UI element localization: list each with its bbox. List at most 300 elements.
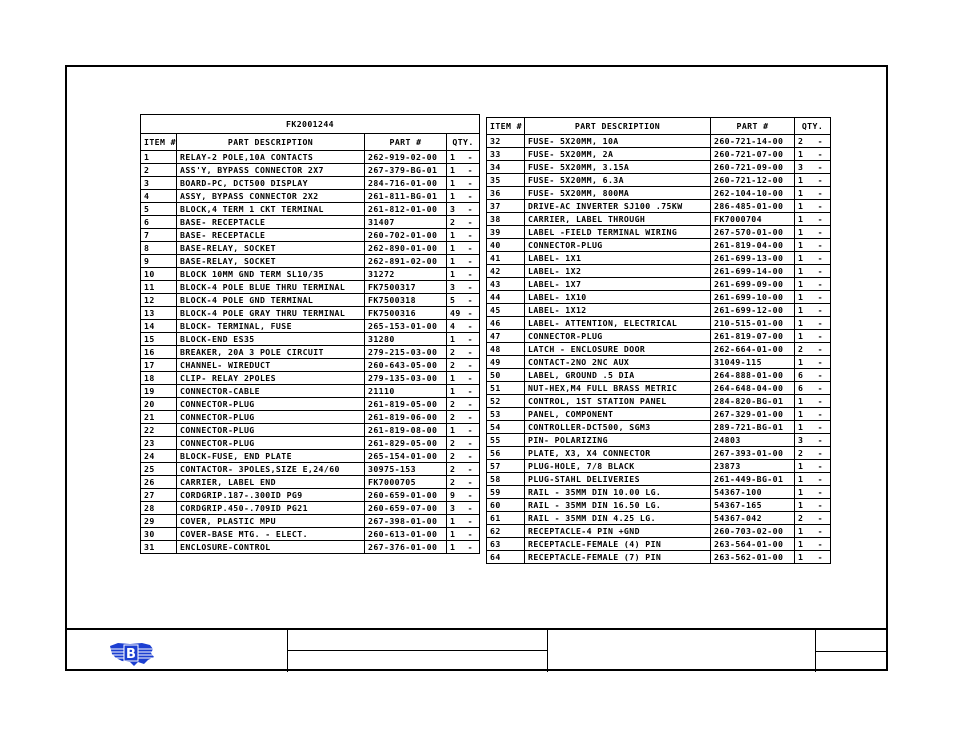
part-number-cell: 261-819-08-00 [365,424,447,437]
part-number-cell: 261-819-07-00 [711,330,795,343]
qty-cell: 1 [795,525,811,538]
header-description: PART DESCRIPTION [525,118,711,135]
qty-cell: 1 [447,424,462,437]
table-row [487,239,831,252]
qty-mark-cell: - [462,164,480,177]
item-cell: 33 [487,148,525,161]
table-row [487,187,831,200]
qty-cell: 1 [795,317,811,330]
part-number-cell: 267-329-01-00 [711,408,795,421]
qty-mark-cell: - [462,398,480,411]
table-row [141,307,480,320]
part-number-cell: 262-890-01-00 [365,242,447,255]
part-number-cell: 262-919-02-00 [365,151,447,164]
description-cell: CONNECTOR-PLUG [177,424,365,437]
qty-mark-cell: - [811,304,831,317]
description-cell: RAIL - 35MM DIN 4.25 LG. [525,512,711,525]
qty-cell: 1 [447,333,462,346]
qty-mark-cell: - [462,463,480,476]
table-row [141,229,480,242]
header-part: PART # [711,118,795,135]
item-cell: 34 [487,161,525,174]
qty-cell: 6 [795,369,811,382]
qty-cell: 49 [447,307,462,320]
description-cell: LABEL- 1X10 [525,291,711,304]
qty-cell: 2 [795,447,811,460]
table-row [487,369,831,382]
title-block [66,628,887,672]
assembly-number: FK2001244 [141,115,480,134]
qty-mark-cell: - [811,252,831,265]
left-table-body [141,151,480,554]
qty-cell: 1 [447,515,462,528]
part-number-cell: 265-153-01-00 [365,320,447,333]
part-number-cell: 30975-153 [365,463,447,476]
qty-mark-cell: - [462,359,480,372]
table-row [487,200,831,213]
table-row [487,304,831,317]
header-description: PART DESCRIPTION [177,134,365,151]
item-cell: 54 [487,421,525,434]
qty-mark-cell: - [462,216,480,229]
description-cell: BLOCK-4 POLE BLUE THRU TERMINAL [177,281,365,294]
title-block-divider [547,630,548,672]
qty-cell: 2 [447,450,462,463]
qty-mark-cell: - [811,382,831,395]
qty-cell: 1 [795,239,811,252]
table-row [141,424,480,437]
table-row [487,252,831,265]
part-number-cell: 261-699-14-00 [711,265,795,278]
item-cell: 10 [141,268,177,281]
qty-cell: 2 [447,411,462,424]
item-cell: 51 [487,382,525,395]
description-cell: PLUG-STAHL DELIVERIES [525,473,711,486]
table-row [487,135,831,148]
description-cell: LABEL, GROUND .5 DIA [525,369,711,382]
item-cell: 36 [487,187,525,200]
table-row [487,460,831,473]
description-cell: FUSE- 5X20MM, 800MA [525,187,711,200]
table-row [487,278,831,291]
table-row [487,408,831,421]
qty-mark-cell: - [811,421,831,434]
item-cell: 48 [487,343,525,356]
qty-mark-cell: - [811,200,831,213]
part-number-cell: 260-659-07-00 [365,502,447,515]
description-cell: PLUG-HOLE, 7/8 BLACK [525,460,711,473]
description-cell: LABEL -FIELD TERMINAL WIRING [525,226,711,239]
part-number-cell: 262-104-10-00 [711,187,795,200]
description-cell: CONTROL, 1ST STATION PANEL [525,395,711,408]
description-cell: ASSY, BYPASS CONNECTOR 2X2 [177,190,365,203]
qty-cell: 3 [795,434,811,447]
qty-cell: 1 [795,174,811,187]
part-number-cell: 31407 [365,216,447,229]
part-number-cell: 262-891-02-00 [365,255,447,268]
item-cell: 1 [141,151,177,164]
table-row [487,525,831,538]
description-cell: CLIP- RELAY 2POLES [177,372,365,385]
table-row [141,398,480,411]
header-item: ITEM # [487,118,525,135]
qty-mark-cell: - [811,395,831,408]
description-cell: BLOCK 10MM GND TERM SL10/35 [177,268,365,281]
description-cell: ENCLOSURE-CONTROL [177,541,365,554]
qty-mark-cell: - [811,369,831,382]
qty-cell: 2 [447,359,462,372]
qty-mark-cell: - [462,255,480,268]
item-cell: 26 [141,476,177,489]
item-cell: 41 [487,252,525,265]
qty-cell: 1 [447,268,462,281]
table-row [487,330,831,343]
item-cell: 7 [141,229,177,242]
part-number-cell: 54367-042 [711,512,795,525]
qty-mark-cell: - [462,177,480,190]
table-row [487,486,831,499]
part-number-cell: 261-699-13-00 [711,252,795,265]
description-cell: LATCH - ENCLOSURE DOOR [525,343,711,356]
qty-mark-cell: - [811,174,831,187]
table-row [141,164,480,177]
qty-cell: 1 [795,252,811,265]
item-cell: 52 [487,395,525,408]
part-number-cell: 260-659-01-00 [365,489,447,502]
part-number-cell: 279-215-03-00 [365,346,447,359]
table-row [487,226,831,239]
qty-cell: 1 [795,473,811,486]
qty-cell: 1 [795,486,811,499]
qty-cell: 1 [447,164,462,177]
item-cell: 14 [141,320,177,333]
part-number-cell: 267-393-01-00 [711,447,795,460]
description-cell: CONNECTOR-PLUG [177,437,365,450]
qty-mark-cell: - [462,242,480,255]
item-cell: 18 [141,372,177,385]
qty-mark-cell: - [462,268,480,281]
part-number-cell: 261-699-09-00 [711,278,795,291]
item-cell: 32 [487,135,525,148]
table-row [141,346,480,359]
qty-mark-cell: - [811,473,831,486]
description-cell: LABEL- 1X1 [525,252,711,265]
item-cell: 13 [141,307,177,320]
company-logo-icon [108,640,156,668]
qty-cell: 1 [447,255,462,268]
item-cell: 22 [141,424,177,437]
part-number-cell: 261-819-06-00 [365,411,447,424]
part-number-cell: 267-379-BG-01 [365,164,447,177]
item-cell: 49 [487,356,525,369]
qty-cell: 1 [795,421,811,434]
part-number-cell: 260-703-02-00 [711,525,795,538]
description-cell: BASE- RECEPTACLE [177,229,365,242]
table-row [141,515,480,528]
qty-mark-cell: - [811,460,831,473]
item-cell: 43 [487,278,525,291]
item-cell: 15 [141,333,177,346]
description-cell: FUSE- 5X20MM, 2A [525,148,711,161]
item-cell: 57 [487,460,525,473]
qty-mark-cell: - [811,187,831,200]
item-cell: 40 [487,239,525,252]
header-part: PART # [365,134,447,151]
table-row [487,213,831,226]
item-cell: 17 [141,359,177,372]
qty-mark-cell: - [811,356,831,369]
qty-cell: 1 [795,148,811,161]
description-cell: CONNECTOR-CABLE [177,385,365,398]
qty-cell: 1 [795,499,811,512]
qty-mark-cell: - [462,385,480,398]
qty-cell: 1 [795,460,811,473]
qty-cell: 1 [795,265,811,278]
item-cell: 12 [141,294,177,307]
part-number-cell: 265-154-01-00 [365,450,447,463]
item-cell: 28 [141,502,177,515]
title-block-divider [287,630,288,672]
table-row [141,437,480,450]
description-cell: PIN- POLARIZING [525,434,711,447]
table-row [487,395,831,408]
description-cell: CORDGRIP.450-.709ID PG21 [177,502,365,515]
item-cell: 9 [141,255,177,268]
table-row [141,463,480,476]
table-row [487,421,831,434]
qty-mark-cell: - [462,437,480,450]
item-cell: 21 [141,411,177,424]
item-cell: 64 [487,551,525,564]
part-number-cell: FK7500316 [365,307,447,320]
qty-cell: 2 [447,476,462,489]
description-cell: CARRIER, LABEL THROUGH [525,213,711,226]
qty-mark-cell: - [811,148,831,161]
qty-cell: 3 [447,281,462,294]
part-number-cell: 263-564-01-00 [711,538,795,551]
logo-letter: B [126,647,136,662]
table-row [487,174,831,187]
qty-mark-cell: - [811,278,831,291]
qty-cell: 1 [795,356,811,369]
qty-cell: 1 [447,242,462,255]
item-cell: 53 [487,408,525,421]
qty-cell: 1 [447,528,462,541]
table-row [141,190,480,203]
description-cell: CORDGRIP.187-.300ID PG9 [177,489,365,502]
description-cell: CONNECTOR-PLUG [177,398,365,411]
item-cell: 61 [487,512,525,525]
qty-mark-cell: - [811,343,831,356]
qty-mark-cell: - [462,320,480,333]
header-qty: QTY. [795,118,831,135]
description-cell: CONTACTOR- 3POLES,SIZE E,24/60 [177,463,365,476]
qty-mark-cell: - [811,317,831,330]
item-cell: 50 [487,369,525,382]
table-row [487,343,831,356]
table-row [141,372,480,385]
table-row [487,161,831,174]
qty-mark-cell: - [811,239,831,252]
part-number-cell: 286-485-01-00 [711,200,795,213]
qty-cell: 9 [447,489,462,502]
qty-mark-cell: - [462,502,480,515]
parts-table-left [140,114,480,554]
item-cell: 4 [141,190,177,203]
qty-mark-cell: - [811,447,831,460]
header-item: ITEM # [141,134,177,151]
qty-cell: 1 [795,213,811,226]
qty-mark-cell: - [462,424,480,437]
item-cell: 59 [487,486,525,499]
part-number-cell: 267-570-01-00 [711,226,795,239]
description-cell: BOARD-PC, DCT500 DISPLAY [177,177,365,190]
right-table-body [487,135,831,564]
description-cell: RELAY-2 POLE,10A CONTACTS [177,151,365,164]
qty-mark-cell: - [462,333,480,346]
part-number-cell: 262-664-01-00 [711,343,795,356]
part-number-cell: 210-515-01-00 [711,317,795,330]
item-cell: 44 [487,291,525,304]
qty-mark-cell: - [462,476,480,489]
item-cell: 46 [487,317,525,330]
description-cell: BLOCK- TERMINAL, FUSE [177,320,365,333]
qty-mark-cell: - [462,528,480,541]
item-cell: 24 [141,450,177,463]
qty-cell: 6 [795,382,811,395]
item-cell: 27 [141,489,177,502]
table-row [141,528,480,541]
description-cell: BLOCK,4 TERM 1 CKT TERMINAL [177,203,365,216]
table-row [141,476,480,489]
qty-mark-cell: - [811,512,831,525]
qty-mark-cell: - [462,372,480,385]
table-row [141,268,480,281]
description-cell: BASE-RELAY, SOCKET [177,255,365,268]
qty-mark-cell: - [811,499,831,512]
part-number-cell: 260-643-05-00 [365,359,447,372]
description-cell: FUSE- 5X20MM, 10A [525,135,711,148]
qty-cell: 3 [447,203,462,216]
description-cell: CONNECTOR-PLUG [177,411,365,424]
part-number-cell: 31049-115 [711,356,795,369]
table-row [141,333,480,346]
qty-mark-cell: - [462,346,480,359]
table-row [487,148,831,161]
description-cell: LABEL- 1X7 [525,278,711,291]
qty-cell: 1 [795,304,811,317]
title-block-rule [288,650,547,651]
description-cell: CHANNEL- WIREDUCT [177,359,365,372]
qty-cell: 1 [795,408,811,421]
table-row [487,382,831,395]
qty-mark-cell: - [811,213,831,226]
qty-cell: 3 [447,502,462,515]
item-cell: 5 [141,203,177,216]
table-row [141,203,480,216]
qty-mark-cell: - [811,135,831,148]
qty-cell: 1 [447,151,462,164]
table-row [487,317,831,330]
qty-mark-cell: - [811,486,831,499]
table-row [487,265,831,278]
item-cell: 16 [141,346,177,359]
description-cell: RECEPTACLE-FEMALE (7) PIN [525,551,711,564]
part-number-cell: 260-721-07-00 [711,148,795,161]
part-number-cell: 261-829-05-00 [365,437,447,450]
description-cell: LABEL- 1X2 [525,265,711,278]
table-row [141,489,480,502]
item-cell: 42 [487,265,525,278]
part-number-cell: 261-819-04-00 [711,239,795,252]
part-number-cell: 261-449-BG-01 [711,473,795,486]
qty-mark-cell: - [811,330,831,343]
qty-cell: 1 [795,330,811,343]
description-cell: LABEL- ATTENTION, ELECTRICAL [525,317,711,330]
qty-cell: 1 [795,226,811,239]
qty-mark-cell: - [462,411,480,424]
table-row [487,447,831,460]
item-cell: 38 [487,213,525,226]
table-row [141,294,480,307]
part-number-cell: 279-135-03-00 [365,372,447,385]
table-row [141,541,480,554]
part-number-cell: 261-811-BG-01 [365,190,447,203]
table-row [487,434,831,447]
qty-cell: 1 [447,229,462,242]
table-row [487,551,831,564]
description-cell: LABEL- 1X12 [525,304,711,317]
table-row [141,359,480,372]
qty-mark-cell: - [811,551,831,564]
qty-cell: 1 [447,190,462,203]
item-cell: 58 [487,473,525,486]
description-cell: COVER-BASE MTG. - ELECT. [177,528,365,541]
qty-mark-cell: - [811,291,831,304]
description-cell: ASS'Y, BYPASS CONNECTOR 2X7 [177,164,365,177]
item-cell: 39 [487,226,525,239]
table-row [141,385,480,398]
description-cell: RECEPTACLE-4 PIN +GND [525,525,711,538]
item-cell: 31 [141,541,177,554]
description-cell: BLOCK-FUSE, END PLATE [177,450,365,463]
qty-mark-cell: - [462,229,480,242]
description-cell: PANEL, COMPONENT [525,408,711,421]
item-cell: 56 [487,447,525,460]
title-block-rule [816,651,887,652]
description-cell: CONTROLLER-DCT500, SGM3 [525,421,711,434]
item-cell: 37 [487,200,525,213]
description-cell: CARRIER, LABEL END [177,476,365,489]
table-row [141,177,480,190]
table-row [141,320,480,333]
item-cell: 20 [141,398,177,411]
qty-cell: 2 [447,463,462,476]
item-cell: 45 [487,304,525,317]
item-cell: 29 [141,515,177,528]
description-cell: BASE- RECEPTACLE [177,216,365,229]
part-number-cell: 264-888-01-00 [711,369,795,382]
qty-mark-cell: - [462,515,480,528]
table-row [487,538,831,551]
qty-cell: 2 [447,437,462,450]
item-cell: 2 [141,164,177,177]
part-number-cell: 289-721-BG-01 [711,421,795,434]
part-number-cell: 261-699-12-00 [711,304,795,317]
description-cell: CONNECTOR-PLUG [525,239,711,252]
description-cell: BLOCK-4 POLE GND TERMINAL [177,294,365,307]
item-cell: 63 [487,538,525,551]
